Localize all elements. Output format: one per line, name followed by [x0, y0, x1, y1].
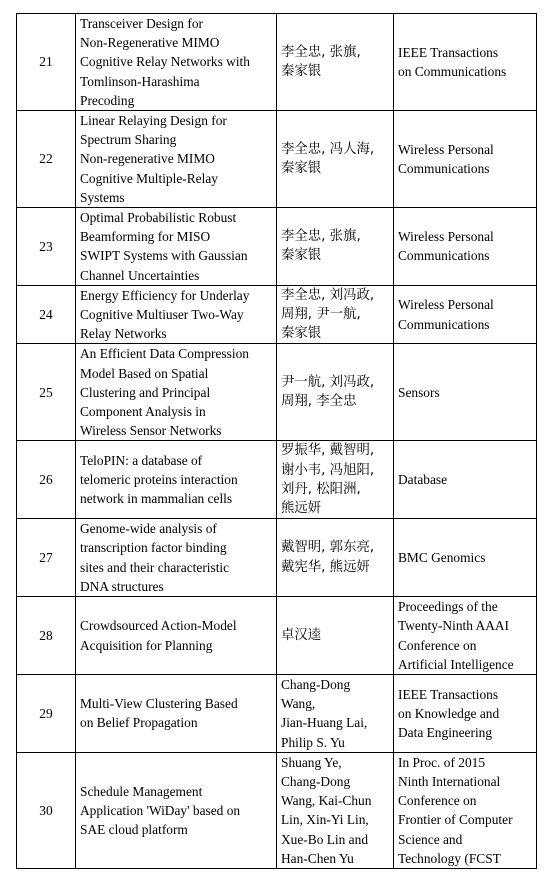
title-line: Non-Regenerative MIMO — [80, 35, 220, 51]
title-line: Multi-View Clustering Based — [80, 696, 238, 712]
author-line: Han-Chen Yu — [281, 850, 354, 866]
venue-line: IEEE Transactions — [398, 44, 499, 60]
paper-title — [76, 597, 277, 675]
author-line: 戴智明, 郭东亮, — [281, 540, 375, 556]
venue-line: Wireless Personal — [398, 229, 494, 245]
paper-title — [76, 111, 277, 208]
publications-table — [16, 13, 537, 869]
title-line: Channel Uncertainties — [80, 267, 200, 283]
title-line: transcription factor binding — [80, 540, 227, 556]
title-line: Energy Efficiency for Underlay — [80, 287, 250, 303]
title-line: Crowdsourced Action-Model — [80, 618, 237, 634]
paper-authors — [277, 597, 394, 675]
title-line: Cognitive Multiple-Relay — [80, 170, 218, 186]
title-line: Relay Networks — [80, 326, 167, 342]
title-line: Transceiver Design for — [80, 16, 203, 31]
author-line: 谢小韦, 冯旭阳, — [281, 462, 375, 478]
author-line: 秦家银 — [281, 326, 322, 342]
title-line: Component Analysis in — [80, 404, 206, 420]
title-line: Systems — [80, 189, 125, 205]
row-number: 25 — [17, 344, 76, 441]
paper-venue — [394, 441, 537, 519]
author-line: 李全忠, 张旗, — [281, 44, 361, 60]
paper-authors — [277, 674, 394, 752]
title-line: network in mammalian cells — [80, 491, 233, 507]
paper-title — [76, 752, 277, 868]
title-line: Cognitive Relay Networks with — [80, 54, 250, 70]
venue-line: on Communications — [398, 64, 507, 79]
venue-line: Frontier of Computer — [398, 812, 513, 828]
title-line: telomeric proteins interaction — [80, 472, 238, 488]
paper-authors — [277, 519, 394, 597]
paper-authors — [277, 14, 394, 111]
author-line: 李全忠, 刘冯政, — [281, 287, 375, 303]
author-line: 熊远妍 — [281, 501, 322, 517]
author-line: Chang-Dong — [281, 676, 351, 692]
title-line: sites and their characteristic — [80, 559, 230, 575]
row-number: 27 — [17, 519, 76, 597]
row-number: 24 — [17, 285, 76, 344]
author-line: 尹一航, 刘冯政, — [281, 375, 375, 391]
author-line: 卓汉逵 — [281, 627, 322, 643]
paper-title — [76, 285, 277, 344]
publications-table-body — [17, 14, 537, 869]
table-row — [17, 208, 537, 286]
author-line: 李全忠, 张旗, — [281, 229, 361, 245]
venue-line: Artificial Intelligence — [398, 656, 514, 672]
author-line: 李全忠, 冯人海, — [281, 141, 375, 157]
venue-line: on Knowledge and — [398, 705, 500, 721]
paper-venue — [394, 285, 537, 344]
paper-authors — [277, 752, 394, 868]
venue-line: Database — [398, 472, 448, 488]
title-line: Schedule Management — [80, 783, 203, 799]
title-line: Genome-wide analysis of — [80, 521, 217, 537]
venue-line: Science and — [398, 831, 463, 847]
table-row — [17, 597, 537, 675]
title-line: SWIPT Systems with Gaussian — [80, 248, 248, 264]
table-row — [17, 674, 537, 752]
venue-line: Conference on — [398, 793, 477, 809]
venue-line: Wireless Personal — [398, 141, 494, 157]
row-number: 30 — [17, 752, 76, 868]
table-row — [17, 752, 537, 868]
row-number: 22 — [17, 111, 76, 208]
venue-line: IEEE Transactions — [398, 686, 499, 702]
author-line: 秦家银 — [281, 161, 322, 177]
title-line: Optimal Probabilistic Robust — [80, 210, 237, 226]
paper-venue — [394, 674, 537, 752]
paper-venue — [394, 344, 537, 441]
row-number: 23 — [17, 208, 76, 286]
paper-authors — [277, 208, 394, 286]
venue-line: Conference on — [398, 637, 477, 653]
table-row — [17, 285, 537, 344]
paper-title — [76, 208, 277, 286]
venue-line: Communications — [398, 161, 490, 177]
paper-authors — [277, 344, 394, 441]
title-line: Tomlinson-Harashima — [80, 73, 200, 89]
venue-line: Proceedings of the — [398, 599, 498, 615]
table-row — [17, 519, 537, 597]
table-row — [17, 441, 537, 519]
paper-venue — [394, 752, 537, 868]
paper-title — [76, 344, 277, 441]
venue-line: Sensors — [398, 384, 440, 400]
title-line: An Efficient Data Compression — [80, 346, 249, 362]
venue-line: BMC Genomics — [398, 550, 486, 566]
paper-venue — [394, 597, 537, 675]
paper-authors — [277, 285, 394, 344]
title-line: Model Based on Spatial — [80, 365, 209, 381]
paper-venue — [394, 14, 537, 111]
row-number: 26 — [17, 441, 76, 519]
author-line: 秦家银 — [281, 64, 322, 79]
table-row — [17, 111, 537, 208]
row-number: 21 — [17, 14, 76, 111]
venue-line: Ninth International — [398, 773, 501, 789]
title-line: SAE cloud platform — [80, 821, 188, 837]
venue-line: Wireless Personal — [398, 297, 494, 313]
title-line: TeloPIN: a database of — [80, 453, 203, 469]
author-line: 周翔, 李全忠 — [281, 394, 357, 410]
paper-title — [76, 519, 277, 597]
author-line: Wang, — [281, 696, 316, 712]
title-line: Linear Relaying Design for — [80, 113, 227, 129]
paper-authors — [277, 441, 394, 519]
title-line: Spectrum Sharing — [80, 132, 177, 148]
author-line: Jian-Huang Lai, — [281, 715, 368, 731]
title-line: Application 'WiDay' based on — [80, 802, 241, 818]
author-line: 刘丹, 松阳洲, — [281, 481, 361, 497]
row-number: 29 — [17, 674, 76, 752]
paper-title — [76, 441, 277, 519]
title-line: on Belief Propagation — [80, 715, 198, 731]
title-line: Cognitive Multiuser Two-Way — [80, 307, 244, 323]
author-line: 戴宪华, 熊远妍 — [281, 559, 370, 575]
paper-title — [76, 674, 277, 752]
author-line: Philip S. Yu — [281, 734, 345, 750]
title-line: Non-regenerative MIMO — [80, 151, 215, 167]
table-row — [17, 14, 537, 111]
author-line: Lin, Xin-Yi Lin, — [281, 812, 369, 828]
paper-venue — [394, 111, 537, 208]
title-line: Wireless Sensor Networks — [80, 423, 222, 439]
venue-line: In Proc. of 2015 — [398, 754, 486, 770]
row-number: 28 — [17, 597, 76, 675]
venue-line: Communications — [398, 316, 490, 332]
venue-line: Technology (FCST — [398, 850, 501, 866]
paper-venue — [394, 208, 537, 286]
venue-line: Twenty-Ninth AAAI — [398, 618, 510, 634]
title-line: DNA structures — [80, 578, 164, 594]
paper-venue — [394, 519, 537, 597]
title-line: Precoding — [80, 92, 135, 108]
paper-authors — [277, 111, 394, 208]
author-line: Xue-Bo Lin and — [281, 831, 369, 847]
paper-title — [76, 14, 277, 111]
author-line: Shuang Ye, — [281, 754, 342, 770]
title-line: Clustering and Principal — [80, 384, 211, 400]
table-row — [17, 344, 537, 441]
author-line: 秦家银 — [281, 248, 322, 264]
author-line: 罗振华, 戴智明, — [281, 443, 375, 459]
author-line: Chang-Dong — [281, 773, 351, 789]
title-line: Beamforming for MISO — [80, 229, 211, 245]
venue-line: Communications — [398, 248, 490, 264]
author-line: Wang, Kai-Chun — [281, 793, 372, 809]
title-line: Acquisition for Planning — [80, 637, 213, 653]
venue-line: Data Engineering — [398, 724, 493, 740]
author-line: 周翔, 尹一航, — [281, 307, 361, 323]
